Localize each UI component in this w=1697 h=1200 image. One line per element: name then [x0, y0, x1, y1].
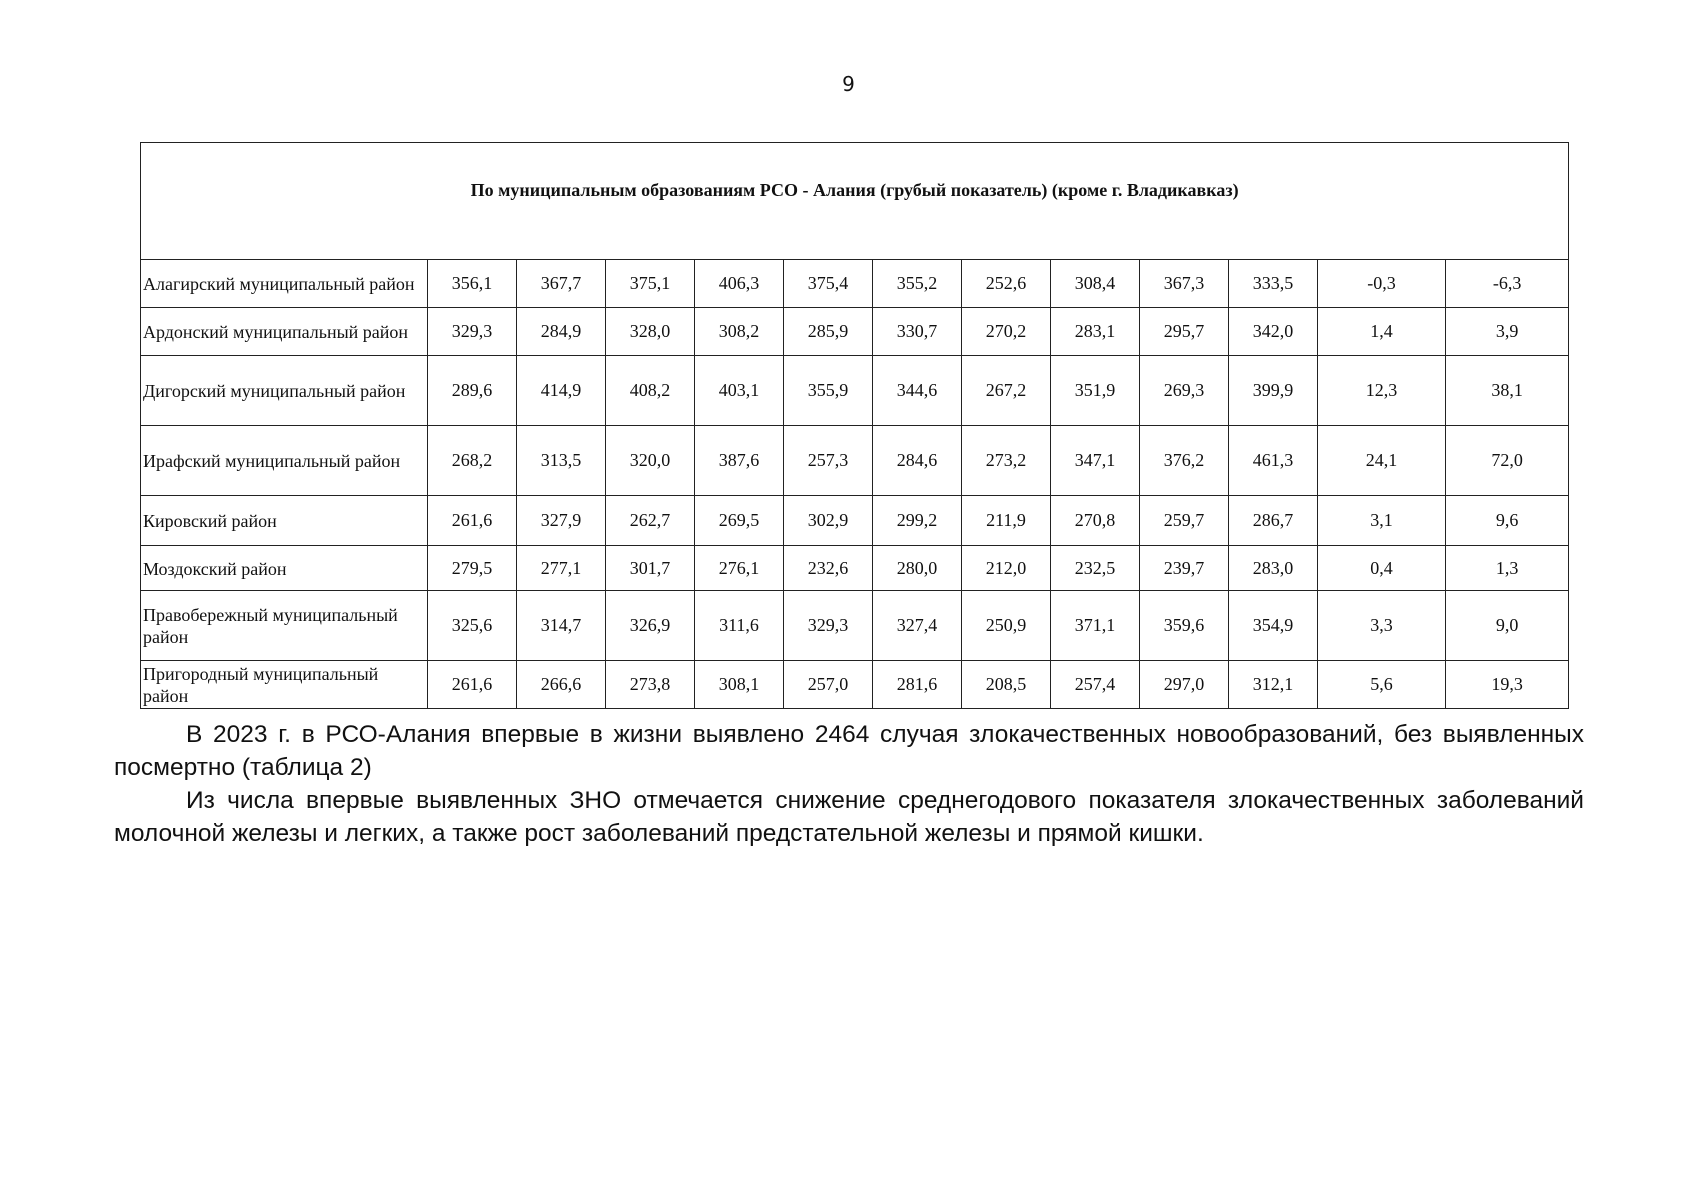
table-row [141, 356, 1569, 426]
value-cell: 38,1 [1446, 356, 1569, 426]
value-cell: 252,6 [962, 260, 1051, 308]
value-cell: 257,3 [784, 426, 873, 496]
value-cell: 325,6 [428, 591, 517, 661]
value-cell: 257,4 [1051, 661, 1140, 709]
value-cell: 273,2 [962, 426, 1051, 496]
value-cell: 375,4 [784, 260, 873, 308]
value-cell: 406,3 [695, 260, 784, 308]
table-row [141, 661, 1569, 709]
value-cell: 355,2 [873, 260, 962, 308]
page-number: 9 [842, 72, 855, 96]
table-row [141, 308, 1569, 356]
value-cell: 375,1 [606, 260, 695, 308]
value-cell: 239,7 [1140, 546, 1229, 591]
value-cell: 312,1 [1229, 661, 1318, 709]
value-cell: 284,9 [517, 308, 606, 356]
value-cell: 0,4 [1318, 546, 1446, 591]
value-cell: 279,5 [428, 546, 517, 591]
value-cell: 12,3 [1318, 356, 1446, 426]
value-cell: 9,0 [1446, 591, 1569, 661]
value-cell: 351,9 [1051, 356, 1140, 426]
value-cell: 281,6 [873, 661, 962, 709]
value-cell: 273,8 [606, 661, 695, 709]
value-cell: 212,0 [962, 546, 1051, 591]
value-cell: 329,3 [428, 308, 517, 356]
value-cell: 1,3 [1446, 546, 1569, 591]
value-cell: 261,6 [428, 496, 517, 546]
district-name-cell: Моздокский район [141, 546, 428, 591]
value-cell: -6,3 [1446, 260, 1569, 308]
district-name-cell: Алагирский муниципальный район [141, 260, 428, 308]
district-name-cell: Ардонский муниципальный район [141, 308, 428, 356]
value-cell: 367,7 [517, 260, 606, 308]
value-cell: 328,0 [606, 308, 695, 356]
value-cell: 314,7 [517, 591, 606, 661]
value-cell: 284,6 [873, 426, 962, 496]
value-cell: 285,9 [784, 308, 873, 356]
value-cell: 277,1 [517, 546, 606, 591]
value-cell: 301,7 [606, 546, 695, 591]
value-cell: 261,6 [428, 661, 517, 709]
value-cell: 24,1 [1318, 426, 1446, 496]
table-row [141, 546, 1569, 591]
value-cell: 3,3 [1318, 591, 1446, 661]
district-name-cell: Кировский район [141, 496, 428, 546]
value-cell: 297,0 [1140, 661, 1229, 709]
value-cell: 313,5 [517, 426, 606, 496]
table-caption-row [141, 143, 1569, 260]
value-cell: 72,0 [1446, 426, 1569, 496]
value-cell: 280,0 [873, 546, 962, 591]
value-cell: 329,3 [784, 591, 873, 661]
value-cell: 268,2 [428, 426, 517, 496]
value-cell: 269,3 [1140, 356, 1229, 426]
value-cell: 232,6 [784, 546, 873, 591]
value-cell: 299,2 [873, 496, 962, 546]
value-cell: 267,2 [962, 356, 1051, 426]
value-cell: 342,0 [1229, 308, 1318, 356]
value-cell: 333,5 [1229, 260, 1318, 308]
value-cell: 408,2 [606, 356, 695, 426]
value-cell: 3,1 [1318, 496, 1446, 546]
district-name-cell: Дигорский муниципальный район [141, 356, 428, 426]
value-cell: 270,8 [1051, 496, 1140, 546]
value-cell: 308,2 [695, 308, 784, 356]
value-cell: 367,3 [1140, 260, 1229, 308]
value-cell: 308,4 [1051, 260, 1140, 308]
table-row [141, 426, 1569, 496]
incidence-table [140, 142, 1569, 709]
value-cell: 326,9 [606, 591, 695, 661]
value-cell: 211,9 [962, 496, 1051, 546]
value-cell: 327,4 [873, 591, 962, 661]
value-cell: 257,0 [784, 661, 873, 709]
value-cell: 283,0 [1229, 546, 1318, 591]
district-name-cell: Ирафский муниципальный район [141, 426, 428, 496]
body-text [114, 718, 1584, 850]
value-cell: 19,3 [1446, 661, 1569, 709]
value-cell: 355,9 [784, 356, 873, 426]
value-cell: 232,5 [1051, 546, 1140, 591]
value-cell: 311,6 [695, 591, 784, 661]
value-cell: 208,5 [962, 661, 1051, 709]
table-row [141, 591, 1569, 661]
table-row [141, 496, 1569, 546]
value-cell: 1,4 [1318, 308, 1446, 356]
value-cell: 414,9 [517, 356, 606, 426]
value-cell: 371,1 [1051, 591, 1140, 661]
value-cell: 403,1 [695, 356, 784, 426]
value-cell: 320,0 [606, 426, 695, 496]
table-caption: По муниципальным образованиям РСО - Алания (грубый показатель) (кроме г. Владикавказ) [141, 143, 1569, 260]
value-cell: 354,9 [1229, 591, 1318, 661]
paragraph: В 2023 г. в РСО-Алания впервые в жизни выявлено 2464 случая злокачественных новообразований, без выявленных посмертно (таблица 2) [114, 721, 1584, 781]
value-cell: 327,9 [517, 496, 606, 546]
value-cell: -0,3 [1318, 260, 1446, 308]
value-cell: 461,3 [1229, 426, 1318, 496]
value-cell: 283,1 [1051, 308, 1140, 356]
value-cell: 3,9 [1446, 308, 1569, 356]
value-cell: 399,9 [1229, 356, 1318, 426]
value-cell: 266,6 [517, 661, 606, 709]
value-cell: 347,1 [1051, 426, 1140, 496]
value-cell: 376,2 [1140, 426, 1229, 496]
value-cell: 308,1 [695, 661, 784, 709]
value-cell: 387,6 [695, 426, 784, 496]
value-cell: 259,7 [1140, 496, 1229, 546]
value-cell: 286,7 [1229, 496, 1318, 546]
paragraph: Из числа впервые выявленных ЗНО отмечается снижение среднегодового показателя злокачественных заболеваний молочной железы и легких, а также рост заболеваний предстательной железы и прямой кишки. [114, 787, 1584, 847]
value-cell: 359,6 [1140, 591, 1229, 661]
district-name-cell: Пригородный муниципальный район [141, 661, 428, 709]
table-row [141, 260, 1569, 308]
value-cell: 9,6 [1446, 496, 1569, 546]
value-cell: 270,2 [962, 308, 1051, 356]
district-name-cell: Правобережный муниципальный район [141, 591, 428, 661]
value-cell: 295,7 [1140, 308, 1229, 356]
value-cell: 269,5 [695, 496, 784, 546]
value-cell: 330,7 [873, 308, 962, 356]
value-cell: 262,7 [606, 496, 695, 546]
value-cell: 250,9 [962, 591, 1051, 661]
value-cell: 302,9 [784, 496, 873, 546]
value-cell: 5,6 [1318, 661, 1446, 709]
value-cell: 344,6 [873, 356, 962, 426]
value-cell: 356,1 [428, 260, 517, 308]
value-cell: 276,1 [695, 546, 784, 591]
value-cell: 289,6 [428, 356, 517, 426]
